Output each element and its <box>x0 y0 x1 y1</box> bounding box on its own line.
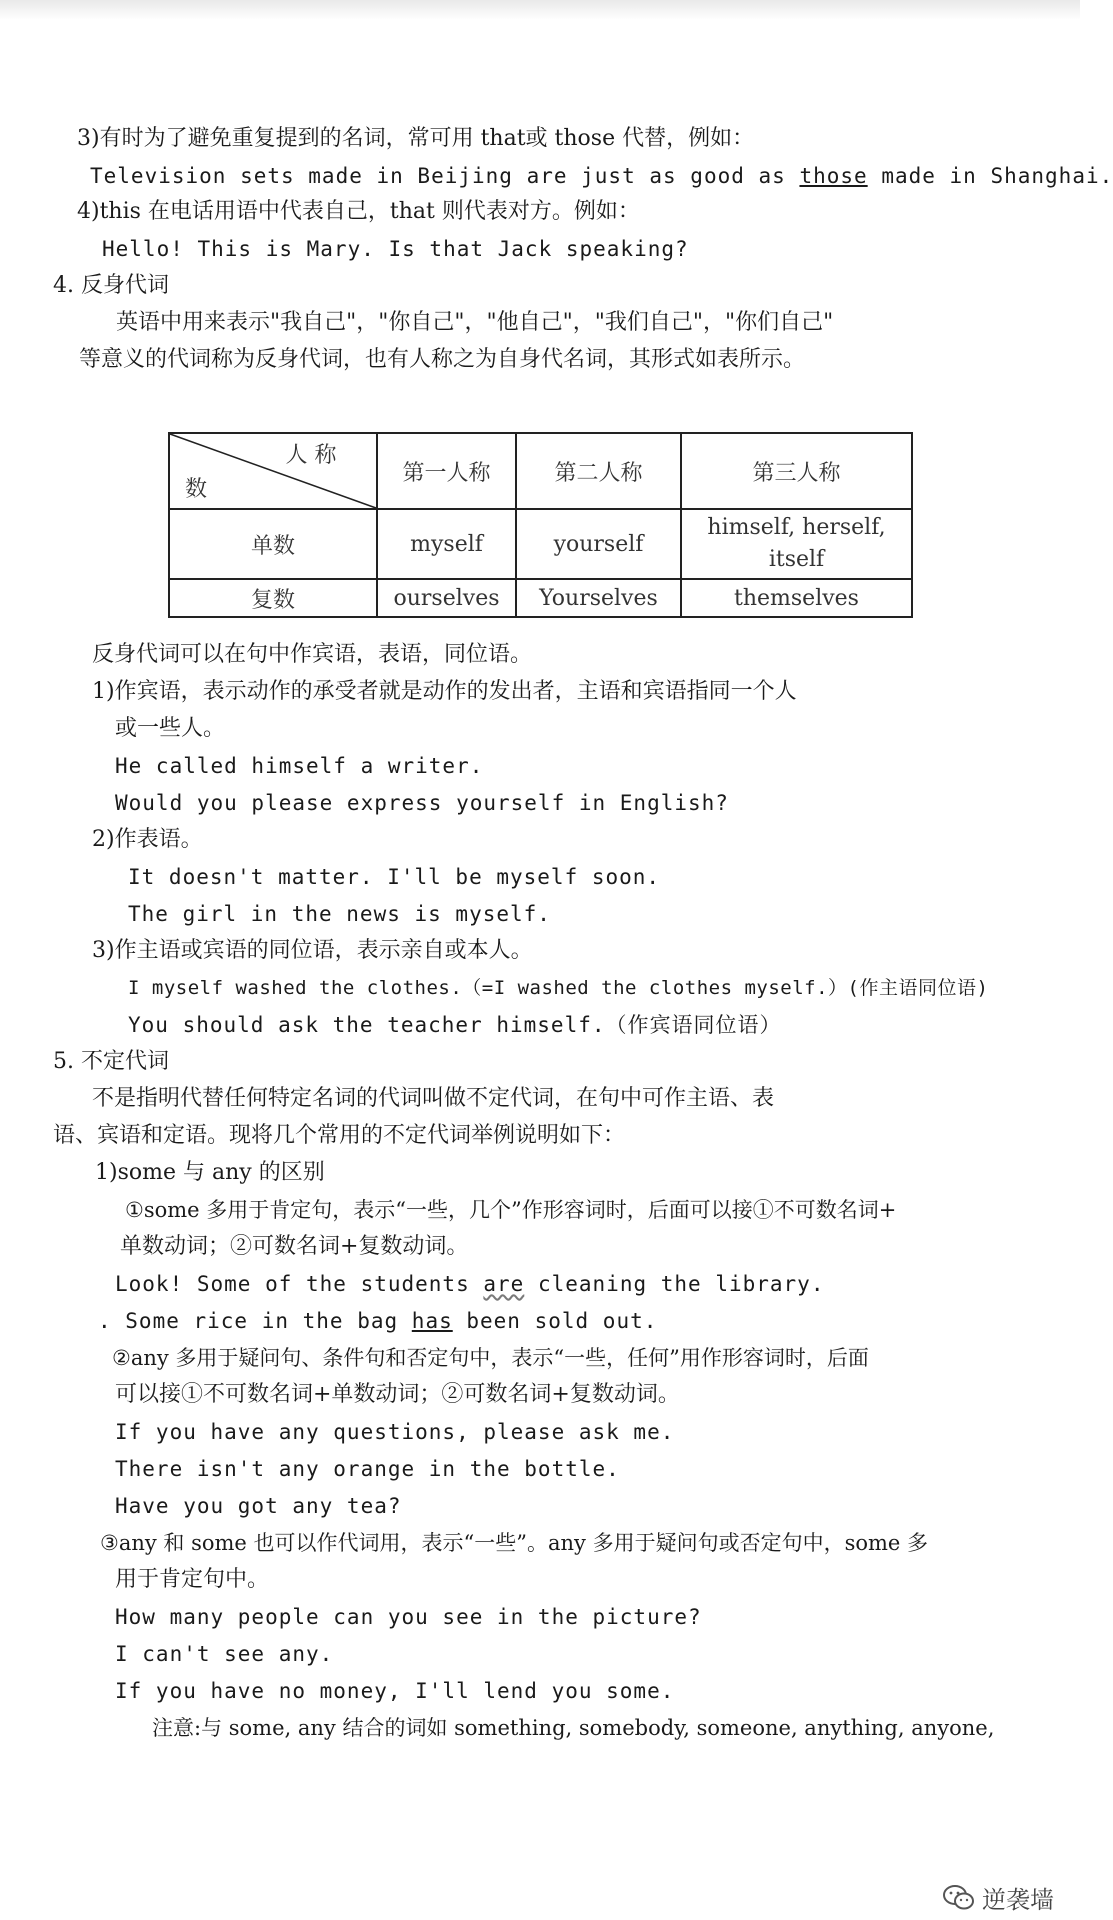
text-line: 3)有时为了避免重复提到的名词，常可用 that或 those 代替，例如： <box>77 126 755 151</box>
column-header-first-person: 第一人称 <box>402 460 491 486</box>
example-line: Hello! This is Mary. Is that Jack speaking? <box>102 237 689 261</box>
text-line: 1)作宾语，表示动作的承受者就是动作的发出者，主语和宾语指同一个人 <box>92 679 797 704</box>
text-line: 英语中用来表示"我自己"，"你自己"，"他自己"，"我们自己"，"你们自己" <box>116 310 834 335</box>
table-cell: yourself <box>553 531 644 557</box>
text-line: 2)作表语。 <box>92 827 203 852</box>
column-header-third-person: 第三人称 <box>752 460 841 486</box>
text-line: 用于肯定句中。 <box>115 1567 270 1592</box>
example-line: Have you got any tea? <box>115 1494 402 1518</box>
text-line: 3)作主语或宾语的同位语，表示亲自或本人。 <box>92 938 533 963</box>
example-line: If you have no money, I'll lend you some. <box>115 1679 675 1703</box>
example-line: I can't see any. <box>115 1642 334 1666</box>
text-line: ③any 和 some 也可以作代词用，表示“一些”。any 多用于疑问句或否定句中，some 多 <box>100 1531 929 1555</box>
text-line: 4)this 在电话用语中代表自己，that 则代表对方。例如： <box>77 199 640 224</box>
text-span: been sold out. <box>452 1309 658 1333</box>
text-span: made in Shanghai. <box>867 164 1113 188</box>
section-heading: 5. 不定代词 <box>53 1049 169 1074</box>
text-line: ②any 多用于疑问句、条件句和否定句中，表示“一些，任何”用作形容词时，后面 <box>112 1346 869 1370</box>
table-cell: myself <box>410 531 483 557</box>
reflexive-pronoun-table <box>168 432 913 618</box>
corner-header-number: 数 <box>184 476 207 502</box>
text-line: 不是指明代替任何特定名词的代词叫做不定代词，在句中可作主语、表 <box>92 1086 775 1111</box>
text-span: . Some rice in the bag <box>98 1309 412 1333</box>
text-line: 反身代词可以在句中作宾语，表语，同位语。 <box>92 642 533 667</box>
example-line: If you have any questions, please ask me. <box>115 1420 675 1444</box>
wechat-icon <box>942 1884 976 1912</box>
text-line: ①some 多用于肯定句，表示“一些，几个”作形容词时，后面可以接①不可数名词+ <box>125 1198 897 1222</box>
text-line: 可以接①不可数名词+单数动词；②可数名词+复数动词。 <box>115 1382 680 1407</box>
table-cell: themselves <box>734 585 859 611</box>
example-line: There isn't any orange in the bottle. <box>115 1457 620 1481</box>
table-cell: Yourselves <box>539 585 658 611</box>
example-line: It doesn't matter. I'll be myself soon. <box>128 865 661 889</box>
underlined-word: those <box>799 164 868 188</box>
row-header-plural: 复数 <box>250 587 295 613</box>
example-line <box>98 1306 657 1336</box>
text-line: 1)some 与 any 的区别 <box>95 1160 325 1185</box>
text-span: Look! Some of the students <box>115 1272 484 1296</box>
example-line <box>115 1269 824 1299</box>
watermark-text: 逆袭墙 <box>982 1886 1054 1914</box>
text-line: 单数动词；②可数名词+复数动词。 <box>120 1234 469 1259</box>
text-line: 注意:与 some, any 结合的词如 something, somebody, someone, anything, anyone, <box>152 1716 995 1740</box>
underlined-word: has <box>411 1309 453 1333</box>
underlined-word: are <box>483 1272 525 1296</box>
text-line: 等意义的代词称为反身代词，也有人称之为自身代名词，其形式如表所示。 <box>79 347 806 372</box>
column-header-second-person: 第二人称 <box>554 460 643 486</box>
watermark <box>942 1880 1054 1915</box>
corner-header-person: 人 称 <box>285 442 337 468</box>
text-span: cleaning the library. <box>524 1272 825 1296</box>
example-line: How many people can you see in the picture? <box>115 1605 702 1629</box>
example-line <box>90 161 1113 191</box>
section-heading: 4. 反身代词 <box>53 273 169 298</box>
row-header-singular: 单数 <box>250 533 295 559</box>
text-line: 或一些人。 <box>115 716 226 741</box>
table-cell: himself, herself, itself <box>707 515 886 572</box>
example-line: Would you please express yourself in English? <box>115 791 729 815</box>
example-line: He called himself a writer. <box>115 754 484 778</box>
top-shadow-bar <box>0 0 1080 20</box>
table-cell: ourselves <box>393 585 500 611</box>
example-line: I myself washed the clothes.（=I washed the clothes myself.）(作主语同位语) <box>128 977 989 999</box>
example-line: The girl in the news is myself. <box>128 902 551 926</box>
text-line: 语、宾语和定语。现将几个常用的不定代词举例说明如下： <box>53 1123 626 1148</box>
text-span: Television sets made in Beijing are just as good as <box>90 164 800 188</box>
example-line: You should ask the teacher himself.（作宾语同位语） <box>128 1013 782 1037</box>
